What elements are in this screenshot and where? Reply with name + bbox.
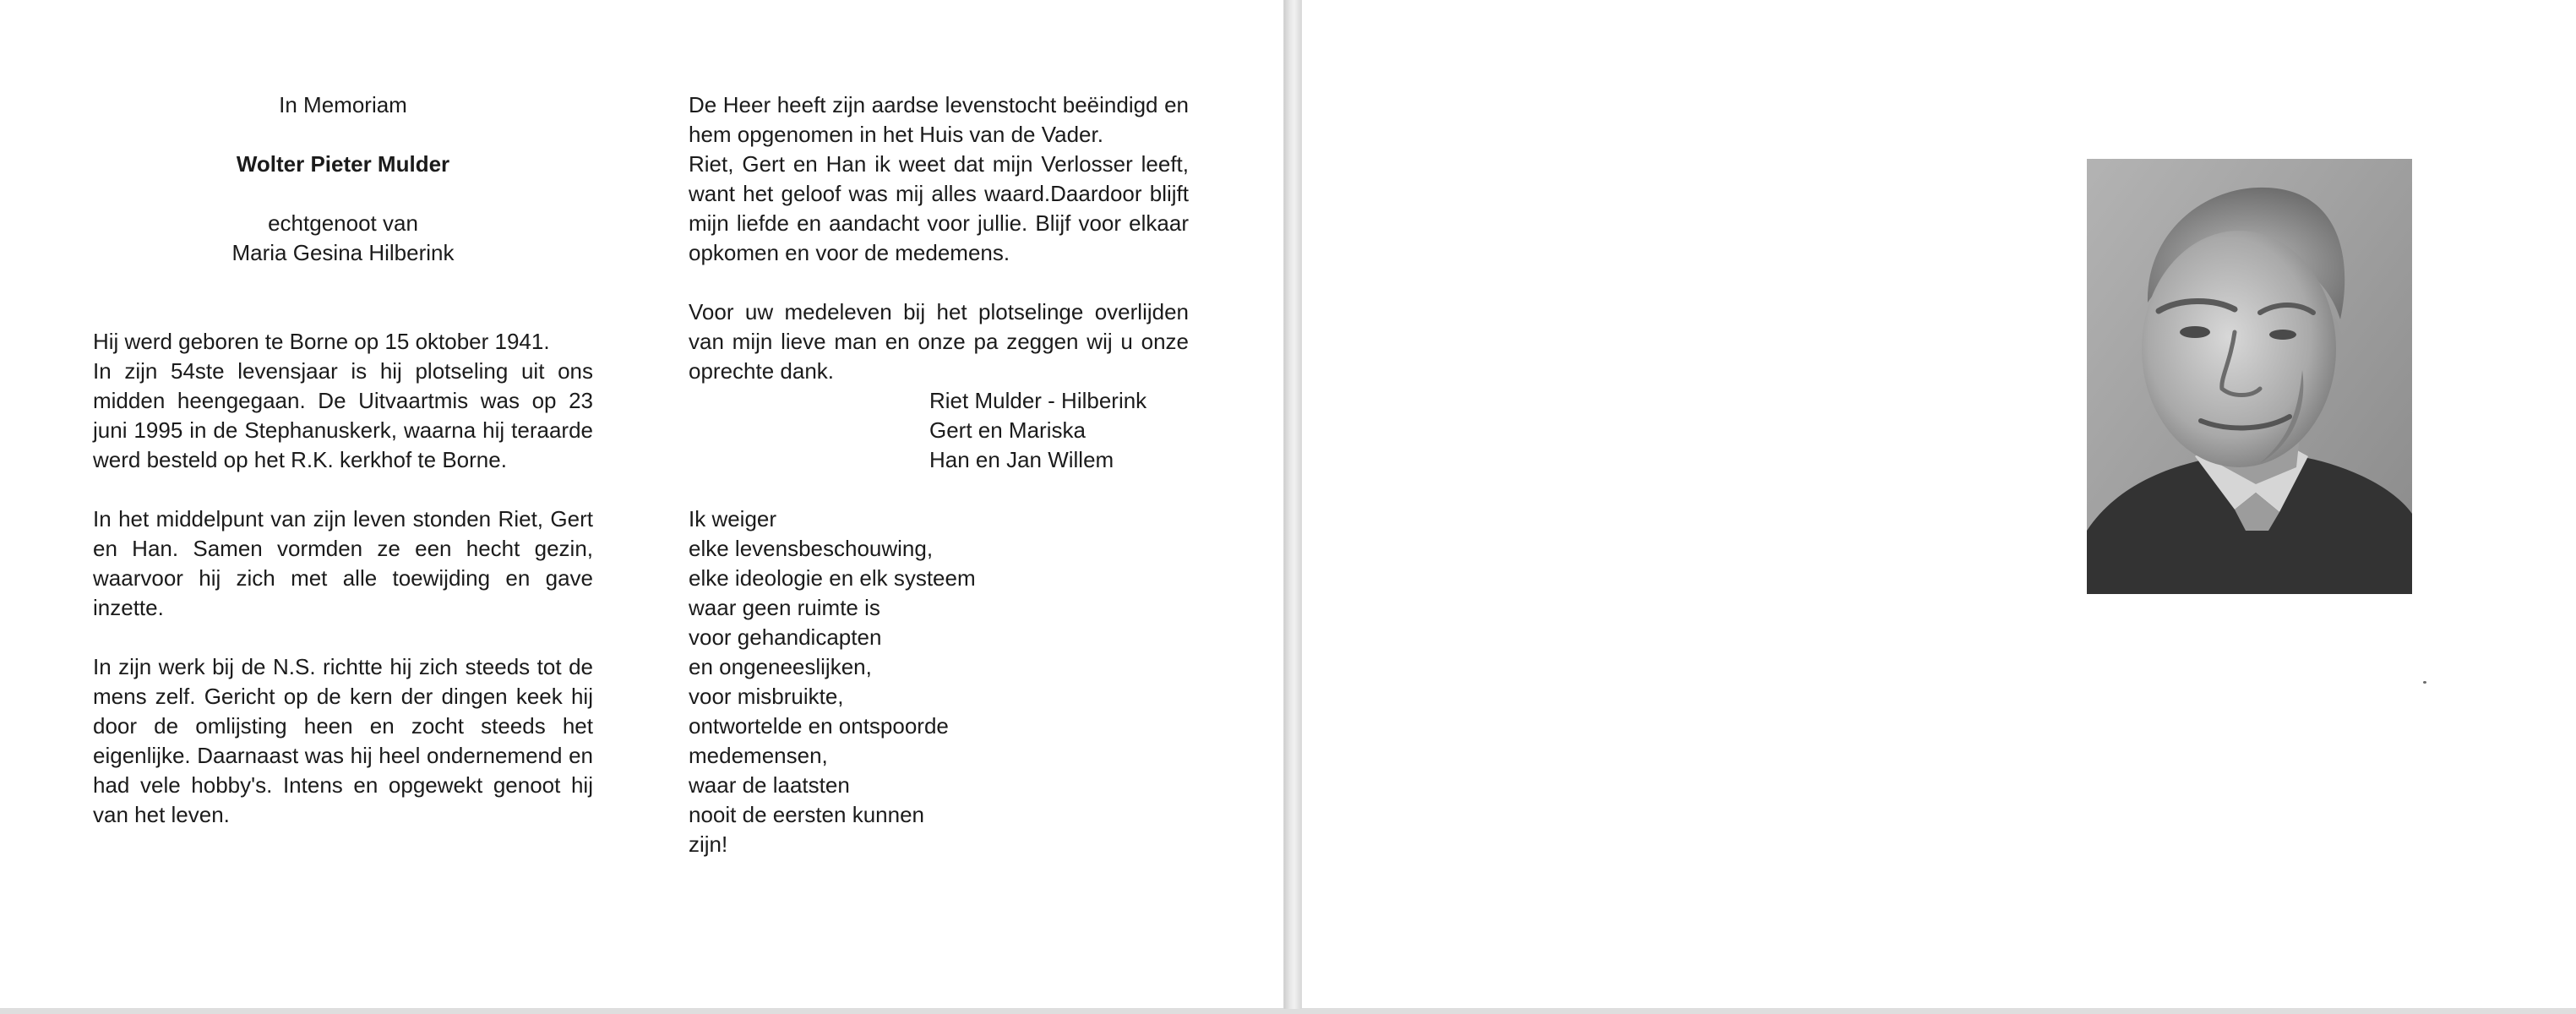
spouse-label: echtgenoot van: [268, 210, 418, 236]
deceased-name: Wolter Pieter Mulder: [236, 151, 450, 177]
poem-line: elke ideologie en elk systeem: [689, 565, 976, 591]
signature-line: Gert en Mariska: [929, 417, 1086, 443]
poem-line: waar de laatsten: [689, 772, 850, 798]
poem-line: waar geen ruimte is: [689, 595, 880, 620]
paper-speck: [2423, 681, 2426, 684]
signature-line: Riet Mulder - Hilberink: [929, 388, 1147, 413]
spouse-name: Maria Gesina Hilberink: [231, 240, 455, 265]
funeral-paragraph: In zijn 54ste levensjaar is hij plotseling uit ons midden heengegaan. De Uitvaartmis was op 23 juni 1995 in de Stephanuskerk, waarna hij teraarde werd besteld op het R.K. kerkhof te Borne.: [93, 358, 593, 472]
poem-line: Ik weiger: [689, 506, 777, 532]
work-paragraph: In zijn werk bij de N.S. richtte hij zich steeds tot de mens zelf. Gericht op de kern der dingen keek hij door de omlijsting heen en zocht steeds het eigenlijke. Daarnaast was hij heel ondernemend en had vele hobby's. Intens en opgewekt genoot hij van het leven.: [93, 654, 593, 827]
poem-line: nooit de eersten kunnen: [689, 802, 924, 827]
signature-line: Han en Jan Willem: [929, 447, 1114, 472]
left-column: [93, 90, 593, 830]
middle-column: [689, 90, 1189, 859]
card-left-sheet: [0, 0, 1284, 1009]
message-paragraph: Riet, Gert en Han ik weet dat mijn Verlosser leeft, want het geloof was mij alles waard.Daardoor blijft mijn liefde en aandacht voor jullie. Blijf voor elkaar opkomen en voor de medemens.: [689, 151, 1189, 265]
poem-line: voor misbruikte,: [689, 684, 844, 709]
poem-line: elke levensbeschouwing,: [689, 536, 934, 561]
poem-line: zijn!: [689, 831, 728, 857]
birth-paragraph: Hij werd geboren te Borne op 15 oktober 1941.: [93, 329, 550, 354]
memoriam-heading: In Memoriam: [279, 92, 407, 117]
poem-line: medemensen,: [689, 743, 828, 768]
scan-edge: [0, 1009, 2576, 1014]
portrait-photo: [2087, 159, 2412, 594]
faith-paragraph: De Heer heeft zijn aardse levenstocht beëindigd en hem opgenomen in het Huis van de Vader.: [689, 92, 1189, 147]
card-fold: [1284, 0, 1301, 1014]
family-paragraph: In het middelpunt van zijn leven stonden Riet, Gert en Han. Samen vormden ze een hecht gezin, waarvoor hij zich met alle toewijding en gave inzette.: [93, 506, 593, 620]
thanks-paragraph: Voor uw medeleven bij het plotselinge overlijden van mijn lieve man en onze pa zeggen wij u onze oprechte dank.: [689, 299, 1189, 384]
signature-block: [929, 386, 1189, 475]
poem: [689, 504, 1189, 859]
poem-line: ontwortelde en ontspoorde: [689, 713, 949, 739]
poem-line: voor gehandicapten: [689, 624, 882, 650]
poem-line: en ongeneeslijken,: [689, 654, 872, 679]
